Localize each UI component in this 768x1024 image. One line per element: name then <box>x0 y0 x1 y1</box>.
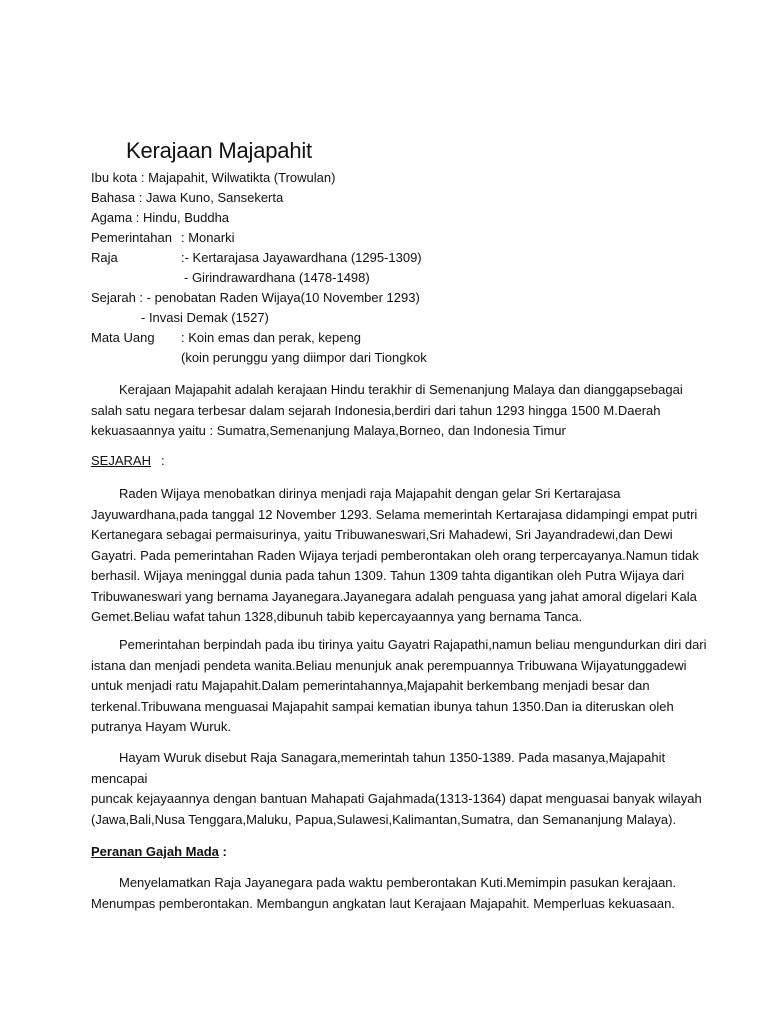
paragraph-line: Hayam Wuruk disebut Raja Sanagara,memerintah tahun 1350-1389. Pada masanya,Majapahit <box>119 750 666 765</box>
info-matauang-value-2: (koin perunggu yang diimpor dari Tiongkok <box>181 350 427 365</box>
info-matauang-value-1: : Koin emas dan perak, kepeng <box>181 330 361 345</box>
sejarah-paragraph-1 <box>91 484 699 628</box>
info-sejarah-2: - Invasi Demak (1527) <box>141 310 269 325</box>
paragraph-line: Menumpas pemberontakan. Membangun angkatan laut Kerajaan Majapahit. Memperluas kekuasaan. <box>91 895 675 911</box>
paragraph-line: Menyelamatkan Raja Jayanegara pada waktu pemberontakan Kuti.Memimpin pasukan kerajaan. <box>119 875 677 890</box>
paragraph-line: Raden Wijaya menobatkan dirinya menjadi raja Majapahit dengan gelar Sri Kertarajasa <box>119 486 621 501</box>
sejarah-heading-line <box>91 451 691 472</box>
peranan-paragraph <box>91 873 691 914</box>
peranan-heading: Peranan Gajah Mada <box>91 844 219 859</box>
paragraph-line: berhasil. Wijaya meninggal dunia pada tahun 1309. Tahun 1309 tahta digantikan oleh Putra Wijaya dari <box>91 568 685 583</box>
info-raja-label: Raja <box>91 250 118 265</box>
intro-line: salah satu negara terbesar dalam sejarah Indonesia,berdiri dari tahun 1293 hingga 1500 M.Daerah <box>91 402 661 418</box>
intro-line: Kerajaan Majapahit adalah kerajaan Hindu terakhir di Semenanjung Malaya dan dianggapsebagai <box>119 382 683 397</box>
paragraph-line: istana dan menjadi pendeta wanita.Beliau menunjuk anak perempuannya Tribuwana Wijayatunggadewi <box>91 657 687 673</box>
paragraph-line: untuk menjadi ratu Majapahit.Dalam pemerintahannya,Majapahit berkembang menjadi besar dan <box>91 678 650 693</box>
sejarah-paragraph-3 <box>91 748 702 830</box>
info-ibukota: Ibu kota : Majapahit, Wilwatikta (Trowulan) <box>91 170 336 185</box>
info-agama: Agama : Hindu, Buddha <box>91 210 230 225</box>
paragraph-line: putranya Hayam Wuruk. <box>91 719 231 734</box>
intro-line: kekuasaannya yaitu : Sumatra,Semenanjung Malaya,Borneo, dan Indonesia Timur <box>91 423 566 438</box>
info-raja-value-2: - Girindrawardhana (1478-1498) <box>184 270 370 285</box>
paragraph-line: Jayuwardhana,pada tanggal 12 November 1293. Selama memerintah Kertarajasa didampingi empat putri <box>91 506 698 522</box>
info-pemerintahan-label: Pemerintahan <box>91 230 172 245</box>
paragraph-line: terkenal.Tribuwana menguasai Majapahit sampai kematian ibunya tahun 1350.Dan ia diteruskan oleh <box>91 698 674 714</box>
paragraph-line: Gayatri. Pada pemerintahan Raden Wijaya terjadi pemberontakan oleh orang terpercayanya.Namun tidak <box>91 547 699 563</box>
paragraph-line: Kertanegara sebagai permaisurinya, yaitu Tribuwaneswari,Sri Mahadewi, Sri Jayandradewi,dan Dewi <box>91 527 673 542</box>
paragraph-line: puncak kejayaannya dengan bantuan Mahapati Gajahmada(1313-1364) dapat menguasai banyak wilayah <box>91 791 702 806</box>
info-matauang-label: Mata Uang <box>91 330 155 345</box>
paragraph-line: mencapai <box>91 770 148 786</box>
sejarah-paragraph-2 <box>91 635 707 738</box>
sejarah-heading: SEJARAH <box>91 453 151 468</box>
info-pemerintahan-value: : Monarki <box>181 230 235 245</box>
intro-paragraph <box>91 380 691 442</box>
info-bahasa: Bahasa : Jawa Kuno, Sansekerta <box>91 190 284 205</box>
document-title: Kerajaan Majapahit <box>126 138 312 163</box>
peranan-heading-line <box>91 842 691 863</box>
sejarah-colon: : <box>160 453 165 468</box>
info-raja-value-1: :- Kertarajasa Jayawardhana (1295-1309) <box>181 250 422 265</box>
peranan-colon: : <box>218 844 227 859</box>
paragraph-line: Gemet.Beliau wafat tahun 1328,dibunuh tabib kepercayaannya yang bernama Tanca. <box>91 609 583 624</box>
paragraph-line: Pemerintahan berpindah pada ibu tirinya yaitu Gayatri Rajapathi,namun beliau mengundurkan diri dari <box>119 637 707 652</box>
paragraph-line: (Jawa,Bali,Nusa Tenggara,Maluku, Papua,Sulawesi,Kalimantan,Sumatra, dan Semananjung Malaya). <box>91 811 677 827</box>
paragraph-line: Tribuwaneswari yang bernama Jayanegara.Jayanegara adalah penguasa yang jahat amoral digelari Kala <box>91 588 697 604</box>
info-sejarah-1: Sejarah : - penobatan Raden Wijaya(10 November 1293) <box>91 290 420 305</box>
